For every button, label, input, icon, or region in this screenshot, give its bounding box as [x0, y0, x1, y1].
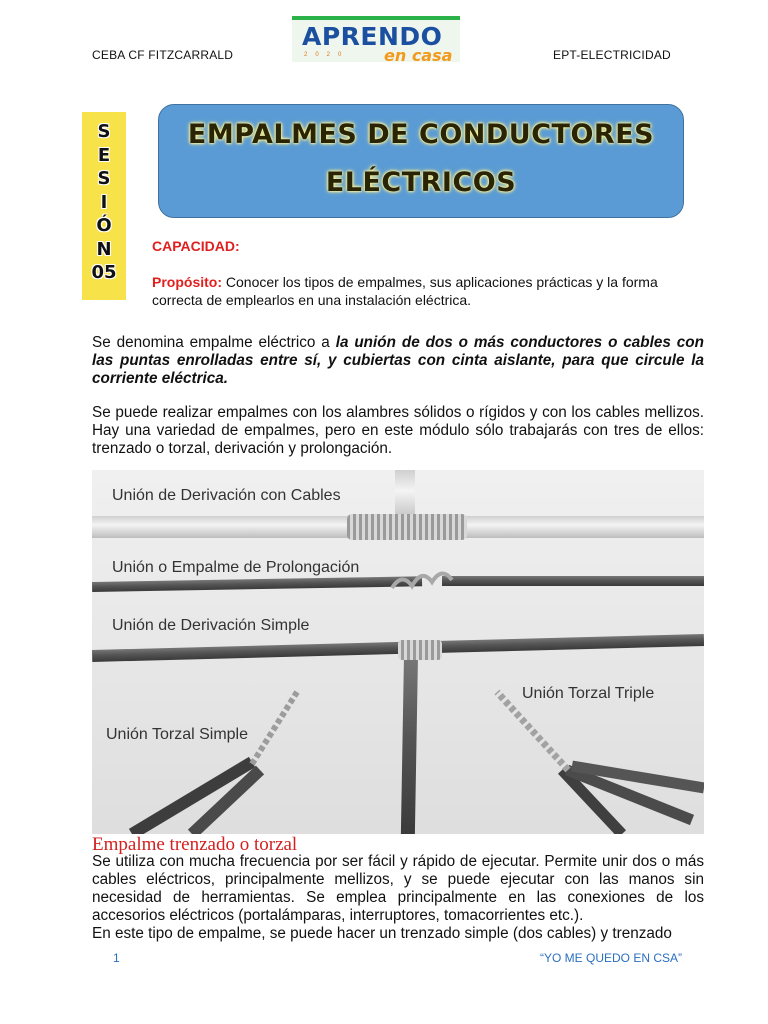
session-badge	[82, 112, 126, 300]
session-letter: I	[100, 191, 108, 213]
header-left-text: CEBA CF FITZCARRALD	[92, 48, 234, 62]
title-line-1: EMPALMES DE CONDUCTORES	[187, 119, 655, 150]
definition-emphasis: la unión de dos o más conductores o cables con las puntas enrolladas entre sí, y cubiertas con cinta aislante, para que circule la corriente eléctrica.	[92, 334, 704, 387]
definition-paragraph	[92, 334, 704, 388]
footer-motto: “YO ME QUEDO EN CSA”	[540, 951, 683, 965]
torzal-paragraph: Se utiliza con mucha frecuencia por ser fácil y rápido de ejecutar. Permite unir dos o más cables eléctricos, principalmente mellizos, y se puede ejecutar con las manos sin necesidad de herramientas. Se emplea principalmente en las conexiones de los accesorios eléctricos (portalámparas, interruptores, tomacorrientes etc.).	[92, 853, 704, 924]
session-letter: E	[97, 144, 111, 166]
definition-lead: Se denomina empalme eléctrico a	[92, 334, 336, 351]
header-right-text: EPT-ELECTRICIDAD	[553, 48, 671, 62]
label-simple-torzal: Unión Torzal Simple	[106, 726, 248, 743]
session-letter: Ó	[96, 215, 112, 236]
proposito-text: Conocer los tipos de empalmes, sus aplicaciones prácticas y la forma correcta de emplearlos en una instalación eléctrica.	[152, 274, 658, 308]
session-number: 05	[91, 262, 117, 283]
proposito-block	[152, 273, 700, 309]
white-cable-coil	[347, 514, 467, 540]
label-triple-torzal: Unión Torzal Triple	[522, 685, 655, 702]
torzal-paragraph-continued: En este tipo de empalme, se puede hacer un trenzado simple (dos cables) y trenzado	[92, 925, 672, 942]
session-letter: S	[97, 121, 111, 142]
section-title: Empalme trenzado o torzal	[92, 834, 298, 855]
page-number: 1	[113, 951, 120, 965]
title-banner	[158, 104, 684, 218]
label-simple-derivation: Unión de Derivación Simple	[112, 617, 310, 634]
intro-paragraph: Se puede realizar empalmes con los alambres sólidos o rígidos y con los cables mellizos. Hay una variedad de empalmes, pero en este módulo sólo trabajarás con tres de ellos: trenzado o torzal, derivación y prolongación.	[92, 404, 704, 457]
capacidad-label: CAPACIDAD:	[152, 238, 240, 254]
proposito-label: Propósito:	[152, 274, 222, 290]
label-derivation-cables: Unión de Derivación con Cables	[112, 487, 341, 504]
splices-illustration	[92, 470, 704, 834]
session-letter: S	[97, 168, 111, 189]
label-extension-splice: Unión o Empalme de Prolongación	[112, 559, 360, 576]
session-letter: N	[96, 238, 112, 260]
aprendo-en-casa-logo: APRENDO 2020 en casa	[292, 16, 460, 62]
splices-photo	[92, 470, 704, 834]
extension-cable-right	[442, 576, 704, 586]
tap-coil	[398, 640, 442, 660]
title-line-2: ELÉCTRICOS	[325, 167, 517, 198]
